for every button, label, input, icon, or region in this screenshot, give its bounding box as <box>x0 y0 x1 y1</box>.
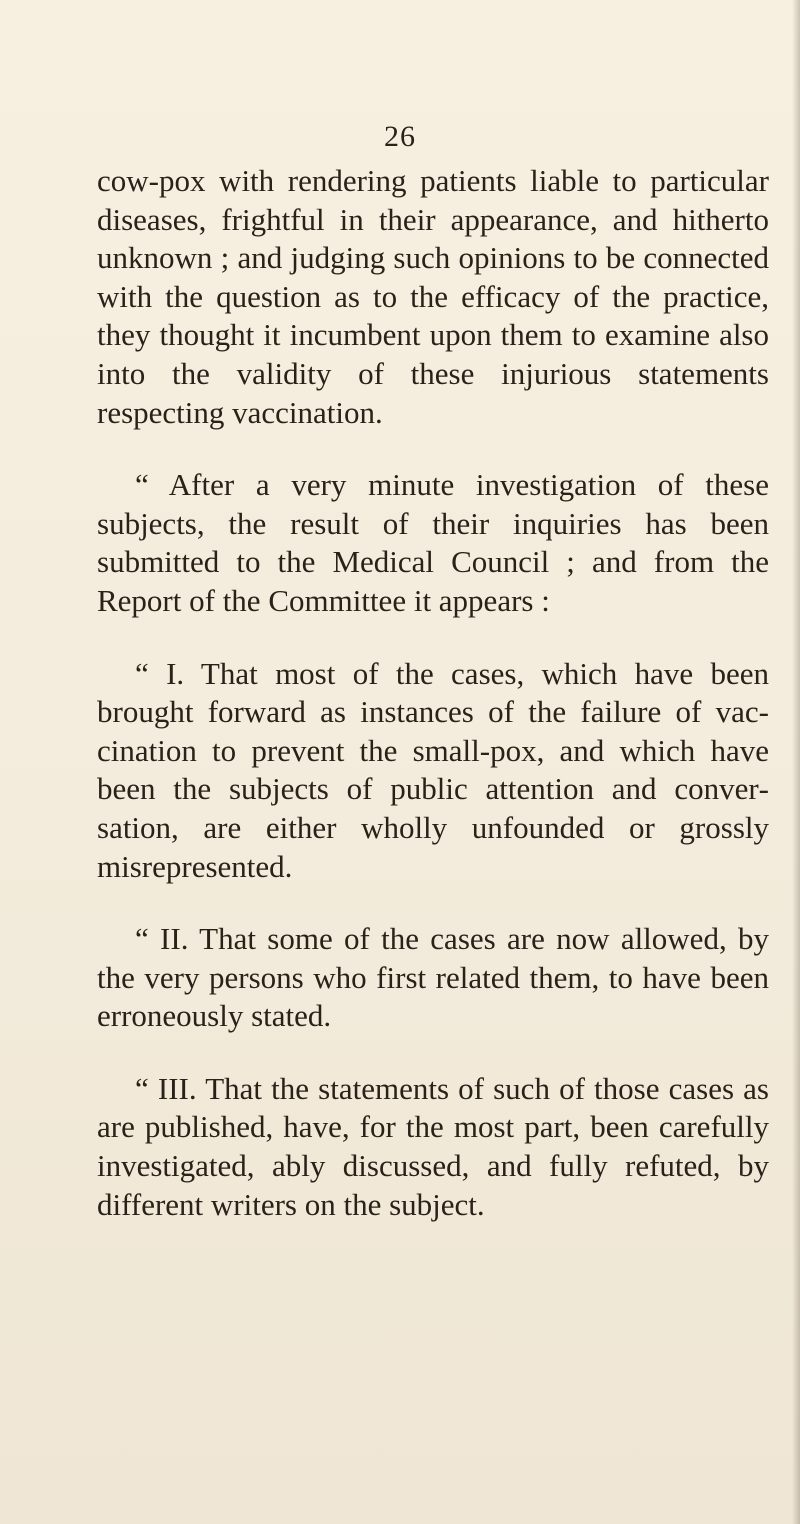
page-number: 26 <box>384 120 416 153</box>
page-edge-shadow <box>792 0 800 1524</box>
paragraph-finding-1: “ I. That most of the cases, which have been brought forward as instances of the failure of vaccination to prevent the small-pox, and which have been the subjects of public attention and conversation, are either wholly unfounded or grossly misrepresented. <box>97 655 769 884</box>
paragraph-finding-3: “ III. That the statements of such of those cases as are published, have, for the most part, been carefully investigated, ably discussed, and fully refuted, by different writers on the subject. <box>97 1070 769 1222</box>
paragraph-investigation: “ After a very minute investigation of these subjects, the result of their inquiries has been submitted to the Medical Council ; and from the Report of the Committee it appears : <box>97 467 769 618</box>
paragraph-finding-2: “ II. That some of the cases are now allowed, by the very persons who first related them, to have been erroneously stated. <box>97 921 769 1034</box>
body-text <box>97 162 769 1224</box>
paragraph-continuation: cow-pox with rendering patients liable to particular diseases, frightful in their appearance, and hitherto unknown ; and judging such opinions to be connected with the question as to the efficacy of the practice, they thought it incumbent upon them to examine also into the validity of these injurious statements respecting vaccination. <box>97 163 769 430</box>
